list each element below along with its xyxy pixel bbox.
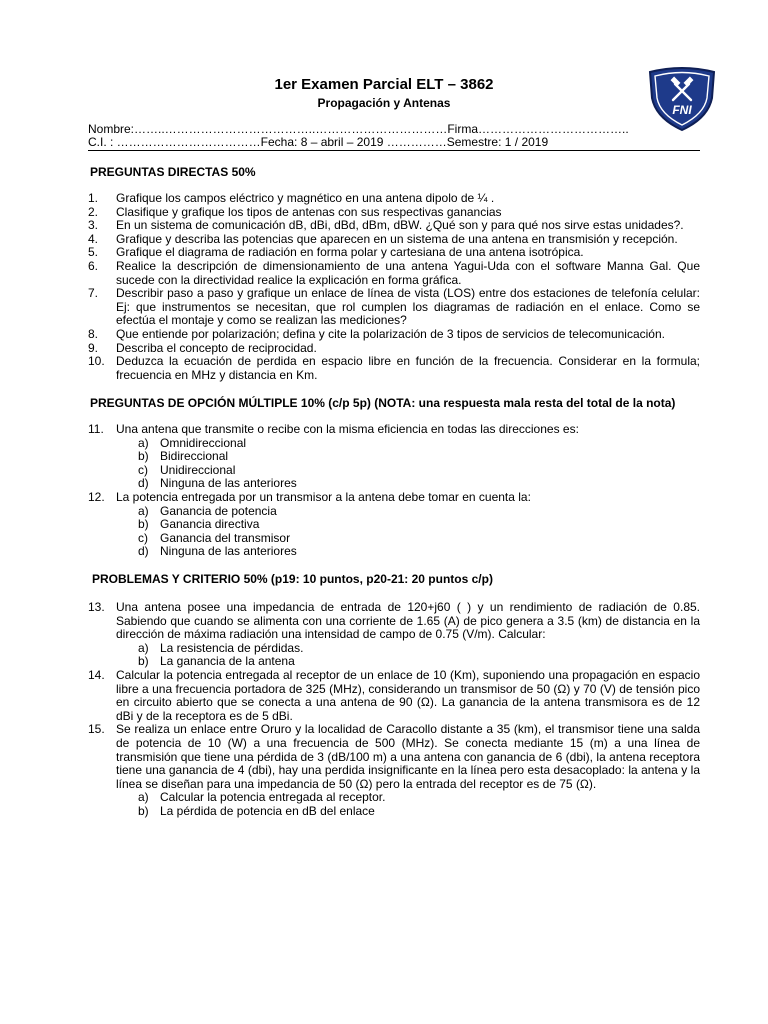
question-text: Se realiza un enlace entre Oruro y la localidad de Caracollo distante a 35 (km), el transmisor tiene una salda de potencia de 10 (W) a una frecuencia de 500 (MHz). Se conecta mediante 15 (m) a una línea de transmisión que tiene una pérdida de 3 (dB/100 m) a una antena con ganancia de 6 (dbi), la antena receptora tiene una ganancia de 4 (dbi), hay una perdida insignificante en la línea pero esta desacoplado: la antena y la línea se diseñan para una impedancia de 50 (Ω) pero la entrada del receptor es de 75 (Ω). bbox=[116, 722, 700, 791]
question-text: Deduzca la ecuación de perdida en espacio libre en función de la frecuencia. Considerar en la formula; frecuencia en MHz y distancia en Km. bbox=[116, 354, 700, 382]
direct-questions-list bbox=[88, 192, 700, 382]
option-letter: a) bbox=[138, 503, 149, 518]
multiple-choice-list bbox=[88, 423, 700, 559]
option-letter: d) bbox=[138, 544, 149, 559]
question-number: 12. bbox=[88, 489, 105, 504]
question-number: 7. bbox=[88, 286, 99, 301]
shield-shape bbox=[650, 68, 714, 130]
option-text: Ganancia directiva bbox=[160, 517, 260, 532]
problems-list bbox=[88, 601, 700, 819]
question-number: 1. bbox=[88, 191, 99, 205]
header-divider bbox=[88, 150, 700, 151]
question-number: 10. bbox=[88, 354, 105, 369]
option-text: Omnidireccional bbox=[160, 435, 247, 450]
option-text: La pérdida de potencia en dB del enlace bbox=[160, 803, 375, 818]
question-text: Una antena posee una impedancia de entrada de 120+j60 ( ) y un rendimiento de radiación de 0.85. Sabiendo que cuando se alimenta con una corriente de 1.65 (A) de pico genera a 3.5 (km) de distancia en la dirección de máxima radiación una intensidad de campo de 0.75 (V/m). Calcular: bbox=[116, 600, 700, 642]
question-text: La potencia entregada por un transmisor a la antena debe tomar en cuenta la: bbox=[116, 489, 531, 504]
question-13 bbox=[88, 601, 700, 642]
question-text: Clasifique y grafique los tipos de antenas con sus respectivas ganancias bbox=[116, 204, 502, 219]
question-5 bbox=[88, 246, 700, 260]
option-text: Ninguna de las anteriores bbox=[160, 544, 297, 559]
question-text: Grafique el diagrama de radiación en forma polar y cartesiana de una antena isotrópica. bbox=[116, 245, 584, 260]
question-number: 5. bbox=[88, 245, 99, 260]
option-12b bbox=[88, 518, 700, 532]
question-number: 6. bbox=[88, 258, 99, 273]
option-text: La resistencia de pérdidas. bbox=[160, 640, 304, 655]
option-12c bbox=[88, 532, 700, 546]
question-4 bbox=[88, 233, 700, 247]
question-6 bbox=[88, 260, 700, 287]
question-text: Grafique los campos eléctrico y magnético en una antena dipolo de ¼ . bbox=[116, 191, 495, 205]
option-letter: a) bbox=[138, 435, 149, 450]
name-signature-line: Nombre:……..………………………………..……………………………Firma……………………………….. bbox=[88, 122, 629, 136]
option-text: Ganancia del transmisor bbox=[160, 530, 291, 545]
option-15b bbox=[88, 805, 700, 819]
question-text: Describa el concepto de reciprocidad. bbox=[116, 340, 317, 355]
option-letter: b) bbox=[138, 654, 149, 669]
option-13b bbox=[88, 655, 700, 669]
question-12 bbox=[88, 491, 700, 505]
option-letter: b) bbox=[138, 517, 149, 532]
option-11b bbox=[88, 450, 700, 464]
question-number: 14. bbox=[88, 667, 105, 682]
question-text: Realice la descripción de dimensionamiento de una antena Yagui-Uda con el software Manna Gal. Que sucede con la directividad realice la explicación en forma gráfica. bbox=[116, 258, 700, 287]
question-3 bbox=[88, 219, 700, 233]
option-text: Unidireccional bbox=[160, 462, 236, 477]
option-letter: d) bbox=[138, 476, 149, 491]
question-11 bbox=[88, 423, 700, 437]
option-11a bbox=[88, 437, 700, 451]
question-1 bbox=[88, 192, 700, 206]
section-heading-problems: PROBLEMAS Y CRITERIO 50% (p19: 10 puntos, p20-21: 20 puntos c/p) bbox=[92, 572, 493, 586]
question-9 bbox=[88, 342, 700, 356]
question-number: 13. bbox=[88, 600, 105, 614]
section-heading-multiple-choice: PREGUNTAS DE OPCIÓN MÚLTIPLE 10% (c/p 5p) (NOTA: una respuesta mala resta del total de la nota) bbox=[90, 396, 676, 410]
question-text: Describir paso a paso y grafique un enlace de línea de vista (LOS) entre dos estaciones de telefonía celular: Ej: que instrumentos se necesitan, que rol cumplen los diagramas de radiación en el enlace. Como se efectúa el montaje y como se realizan las mediciones? bbox=[116, 286, 700, 328]
question-10 bbox=[88, 355, 700, 382]
option-15a bbox=[88, 791, 700, 805]
question-7 bbox=[88, 287, 700, 328]
option-letter: c) bbox=[138, 462, 148, 477]
question-text: Grafique y describa las potencias que aparecen en un sistema de una antena en transmisión y recepción. bbox=[116, 231, 678, 246]
section-heading-direct: PREGUNTAS DIRECTAS 50% bbox=[90, 165, 256, 179]
question-14 bbox=[88, 669, 700, 723]
option-text: Calcular la potencia entregada al receptor. bbox=[160, 790, 386, 805]
option-letter: a) bbox=[138, 640, 149, 655]
option-12d bbox=[88, 545, 700, 559]
question-8 bbox=[88, 328, 700, 342]
option-letter: a) bbox=[138, 790, 149, 805]
question-number: 3. bbox=[88, 218, 99, 233]
option-text: Bidireccional bbox=[160, 449, 229, 464]
option-11c bbox=[88, 464, 700, 478]
option-11d bbox=[88, 477, 700, 491]
question-15 bbox=[88, 723, 700, 791]
exam-subtitle: Propagación y Antenas bbox=[317, 96, 451, 110]
question-2 bbox=[88, 206, 700, 220]
question-text: Una antena que transmite o recibe con la misma eficiencia en todas las direcciones es: bbox=[116, 422, 579, 436]
option-text: Ninguna de las anteriores bbox=[160, 476, 297, 491]
option-12a bbox=[88, 505, 700, 519]
question-text: En un sistema de comunicación dB, dBi, dBd, dBm, dBW. ¿Qué son y para qué nos sirve estas unidades?. bbox=[116, 218, 684, 233]
logo-text: FNI bbox=[672, 103, 692, 117]
option-13a bbox=[88, 642, 700, 656]
question-number: 11. bbox=[88, 422, 104, 436]
question-number: 2. bbox=[88, 204, 99, 219]
question-text: Que entiende por polarización; defina y cite la polarización de 3 tipos de servicios de telecomunicación. bbox=[116, 326, 665, 341]
option-letter: b) bbox=[138, 449, 149, 464]
option-text: Ganancia de potencia bbox=[160, 503, 277, 518]
question-number: 8. bbox=[88, 326, 99, 341]
question-text: Calcular la potencia entregada al receptor de un enlace de 10 (Km), suponiendo una propagación en espacio libre a una frecuencia portadora de 325 (MHz), considerando un transmisor de 50 (Ω) y 70 (V) de tensión pico en circuito abierto que se conecta a una antena de 90 (Ω). La ganancia de la antena transmisora es de 12 dBi y de la receptora es de 5 dBi. bbox=[116, 667, 700, 723]
option-text: La ganancia de la antena bbox=[160, 654, 295, 669]
question-number: 9. bbox=[88, 340, 99, 355]
id-date-semester-line: C.I. : ………………………………Fecha: 8 – abril – 2019 ……………Semestre: 1 / 2019 bbox=[88, 135, 549, 149]
option-letter: c) bbox=[138, 530, 148, 545]
question-number: 4. bbox=[88, 231, 99, 246]
exam-title: 1er Examen Parcial ELT – 3862 bbox=[274, 76, 494, 93]
question-number: 15. bbox=[88, 722, 105, 737]
option-letter: b) bbox=[138, 803, 149, 818]
